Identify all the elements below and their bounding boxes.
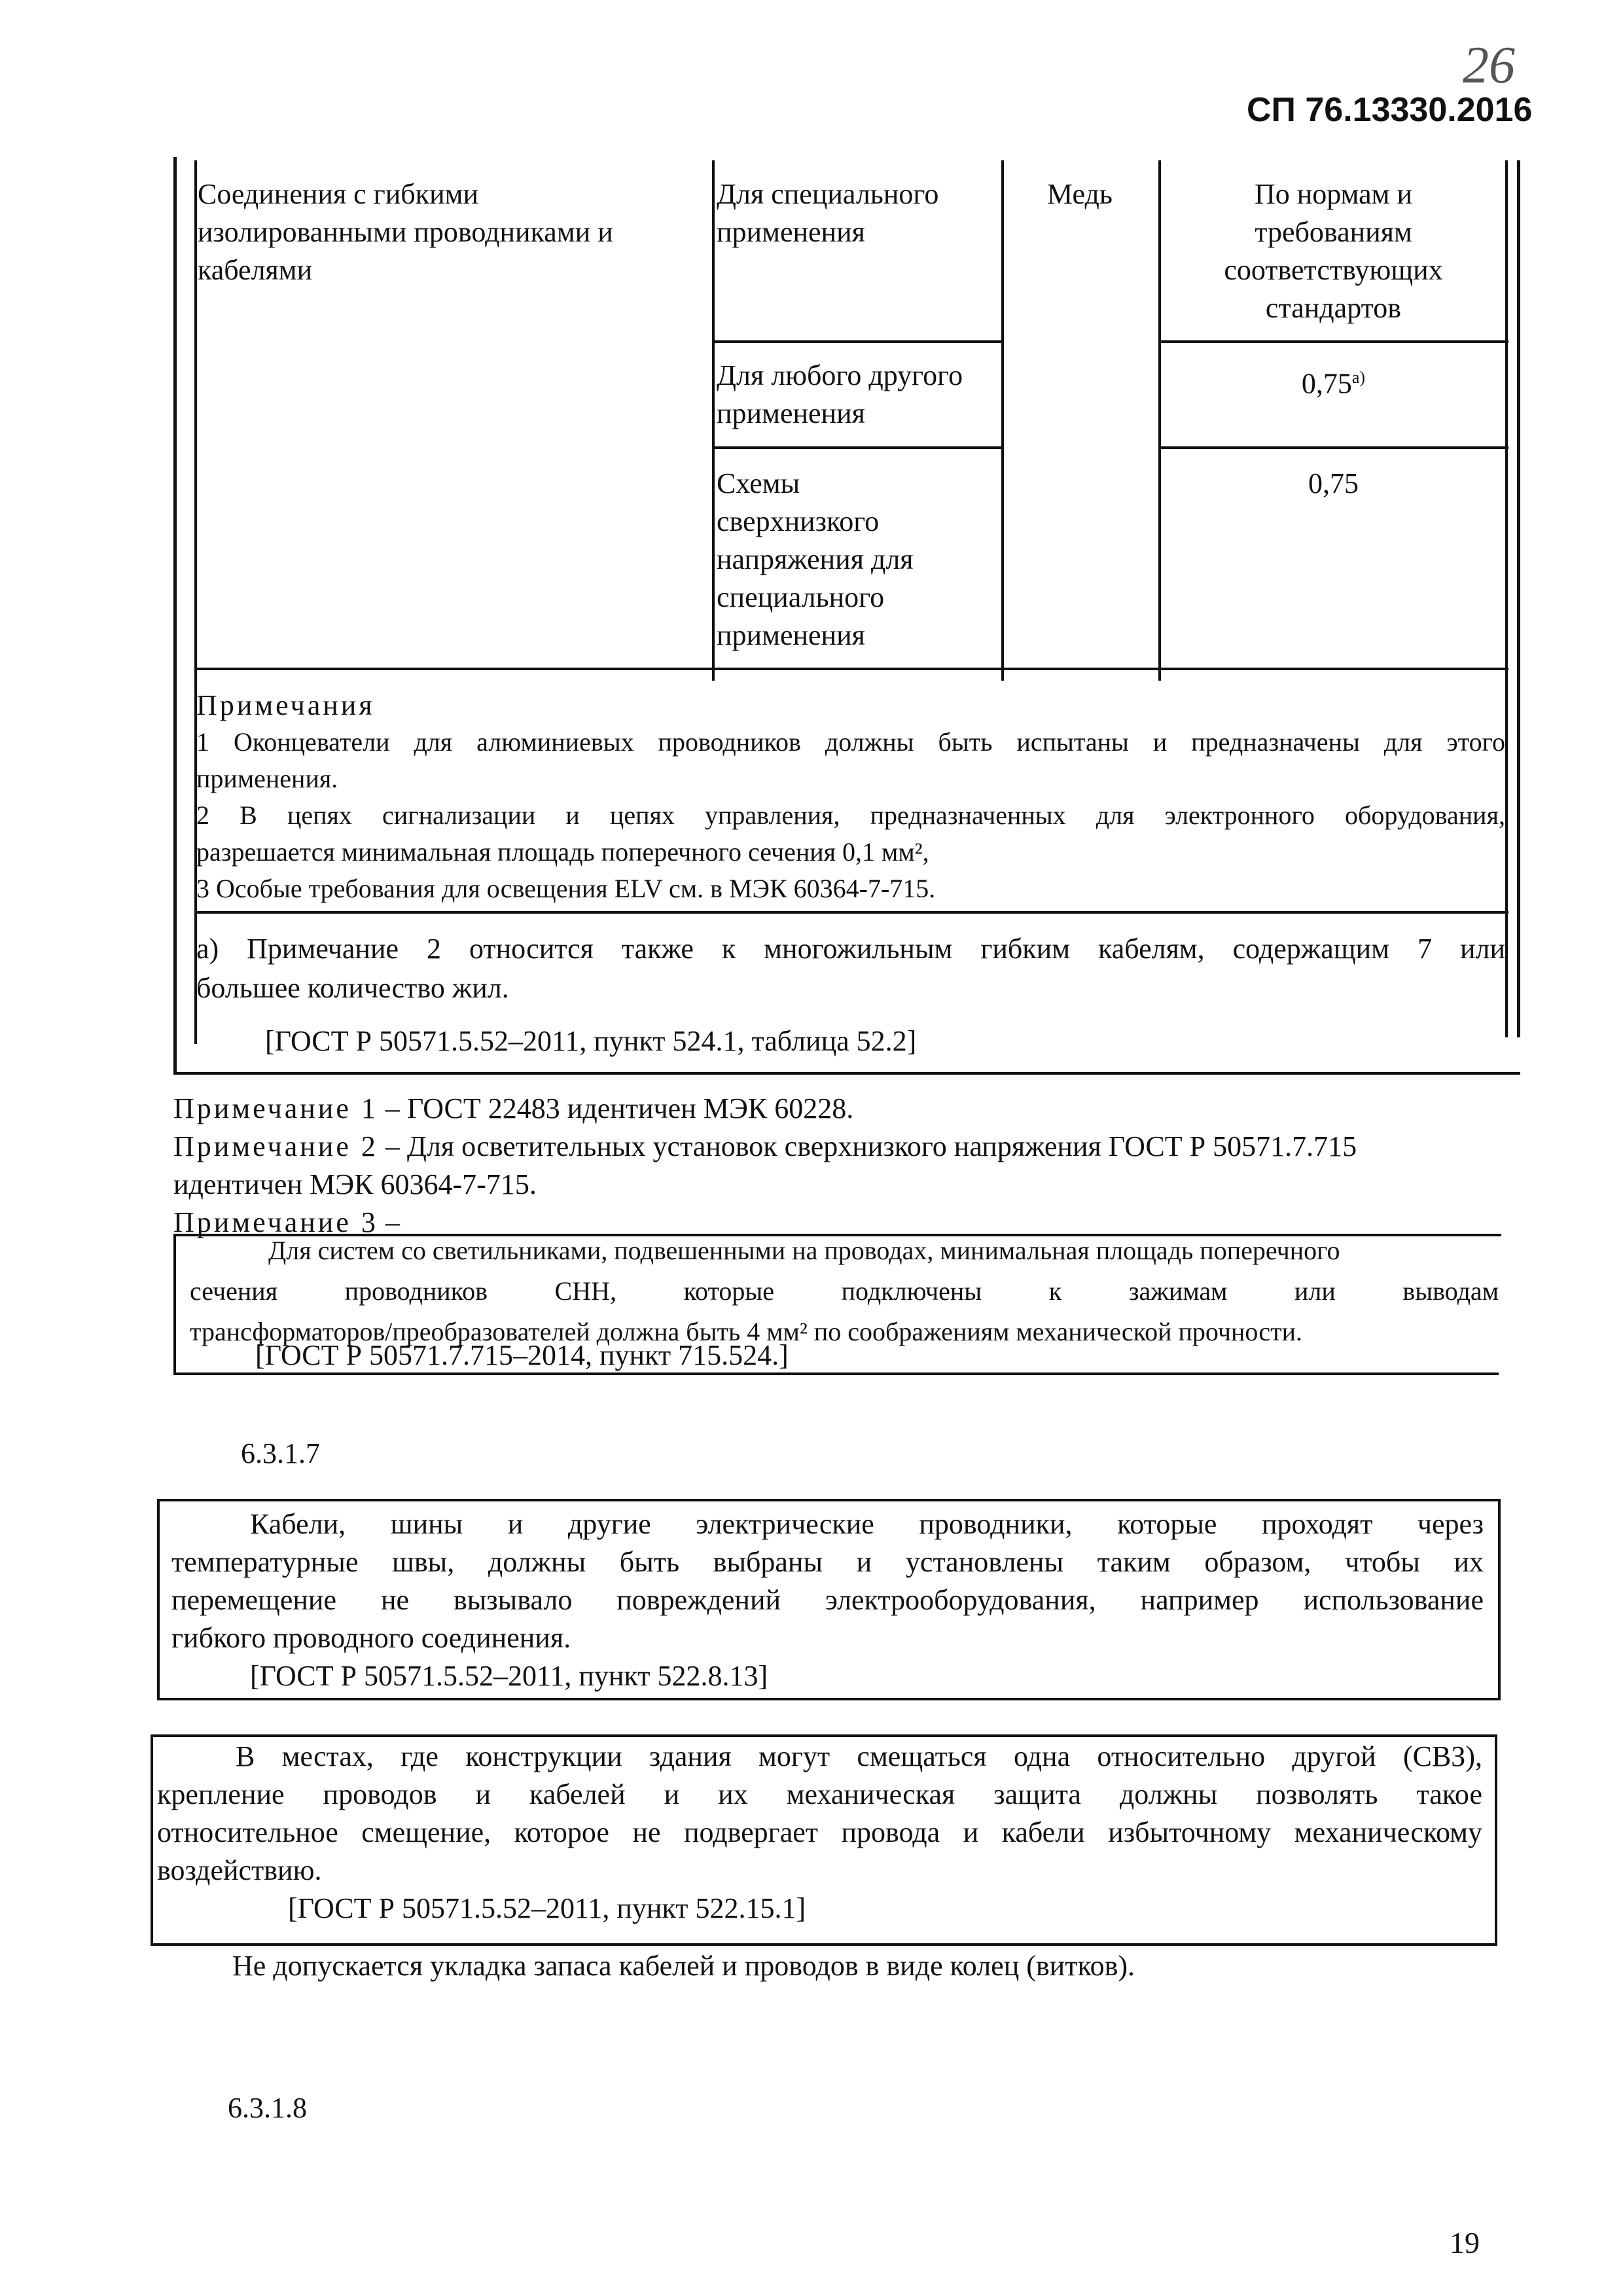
document-code: СП 76.13330.2016 [1247,91,1533,129]
table-col-line [712,160,715,681]
table-row-line [712,446,1001,449]
note3-box-bottom [173,1372,1499,1375]
text-box-content: В местах, где конструкции здания могут смещаться одна относительно другой (СВЗ), крепление проводов и кабелей и их механическая защита должны позволять такое относительное смещение, которое не подвергает провода и кабели избыточному механическому воздействию. [ГОСТ Р 50571.5.52–2011, пункт 522.15.1] [157,1738,1482,1928]
note3-source-ref: [ГОСТ Р 50571.7.715–2014, пункт 715.524.] [255,1339,789,1371]
table-col-line [1158,160,1161,681]
note-3: 3 Особые требования для освещения ELV см. в МЭК 60364-7-715. [196,874,936,903]
source-ref: [ГОСТ Р 50571.5.52–2011, пункт 522.8.13] [250,1660,768,1692]
table-col-line [1001,160,1004,681]
remark-2: Примечание 2 – Для осветительных установок сверхнизкого напряжения ГОСТ Р 50571.7.715 идентичен МЭК 60364-7-715. [173,1130,1357,1200]
table-row-line [1158,340,1508,343]
table-cell-purpose: Для любого другого применения [717,359,963,429]
table-notes [196,687,1505,907]
table-source-ref: [ГОСТ Р 50571.5.52–2011, пункт 524.1, таблица 52.2] [265,1025,917,1057]
text-box-content: Кабели, шины и другие электрические проводники, которые проходят через температурные швы, должны быть выбраны и установлены таким образом, чтобы их перемещение не вызывало повреждений электрооборудования, например использование гибкого проводного соединения. [ГОСТ Р 50571.5.52–2011, пункт 522.8.13] [171,1505,1484,1695]
table-cell-value: 0,75 [1308,467,1359,499]
remark-3: Примечание 3 – [173,1206,400,1238]
table-border-right-inner [1505,160,1508,1037]
paragraph: Не допускается укладка запаса кабелей и проводов в виде колец (витков). [232,1950,1135,1982]
table-border-left [173,157,177,1073]
table-cell-material: Медь [1047,178,1113,210]
handwritten-page-number: 26 [1463,37,1515,94]
source-ref: [ГОСТ Р 50571.5.52–2011, пункт 522.15.1] [288,1892,806,1924]
note-2-cont: разрешается минимальная площадь поперечного сечения 0,1 мм², [196,837,929,867]
notes-title: Примечания [196,689,375,721]
table-border-bottom [173,1072,1520,1075]
remark-1: Примечание 1 – ГОСТ 22483 идентичен МЭК 60228. [173,1092,854,1124]
note-1-cont: применения. [196,764,338,793]
note3-text: Для систем со светильниками, подвешенными на проводах, минимальная площадь поперечного сечения проводников СНН, которые подключены к зажимам или выводам трансформаторов/преобразователей должна быть 4 мм² по соображениям механической прочности. [190,1236,1499,1346]
note-1: 1 Оконцеватели для алюминиевых проводников должны быть испытаны и предназначены для этого [196,727,1505,757]
table-row-label: Соединения с гибкими изолированными проводниками и кабелями [198,178,613,286]
table-cell-purpose: Для специального применения [717,178,939,248]
page-number: 19 [1450,2226,1480,2259]
table-cell-value: По нормам и требованиям соответствующих стандартов [1224,178,1443,324]
table-row-line [194,668,1508,670]
table-row-line [194,911,1508,914]
table-border-right [1517,160,1520,1037]
section-number: 6.3.1.8 [228,2092,307,2124]
table-cell-value: $0,75^{а)}$ [1301,367,1366,400]
table-footnote: а) Примечание 2 относится также к многожильным гибким кабелям, содержащим 7 или большее количество жил. [196,933,1505,1004]
table-cell-purpose: Схемы сверхнизкого напряжения для специального применения [717,467,914,651]
note-2: 2 В цепях сигнализации и цепях управления, предназначенных для электронного оборудования, [196,800,1505,830]
table-row-line [1158,446,1508,449]
table-row-line [712,340,1001,343]
section-number: 6.3.1.7 [241,1437,320,1469]
